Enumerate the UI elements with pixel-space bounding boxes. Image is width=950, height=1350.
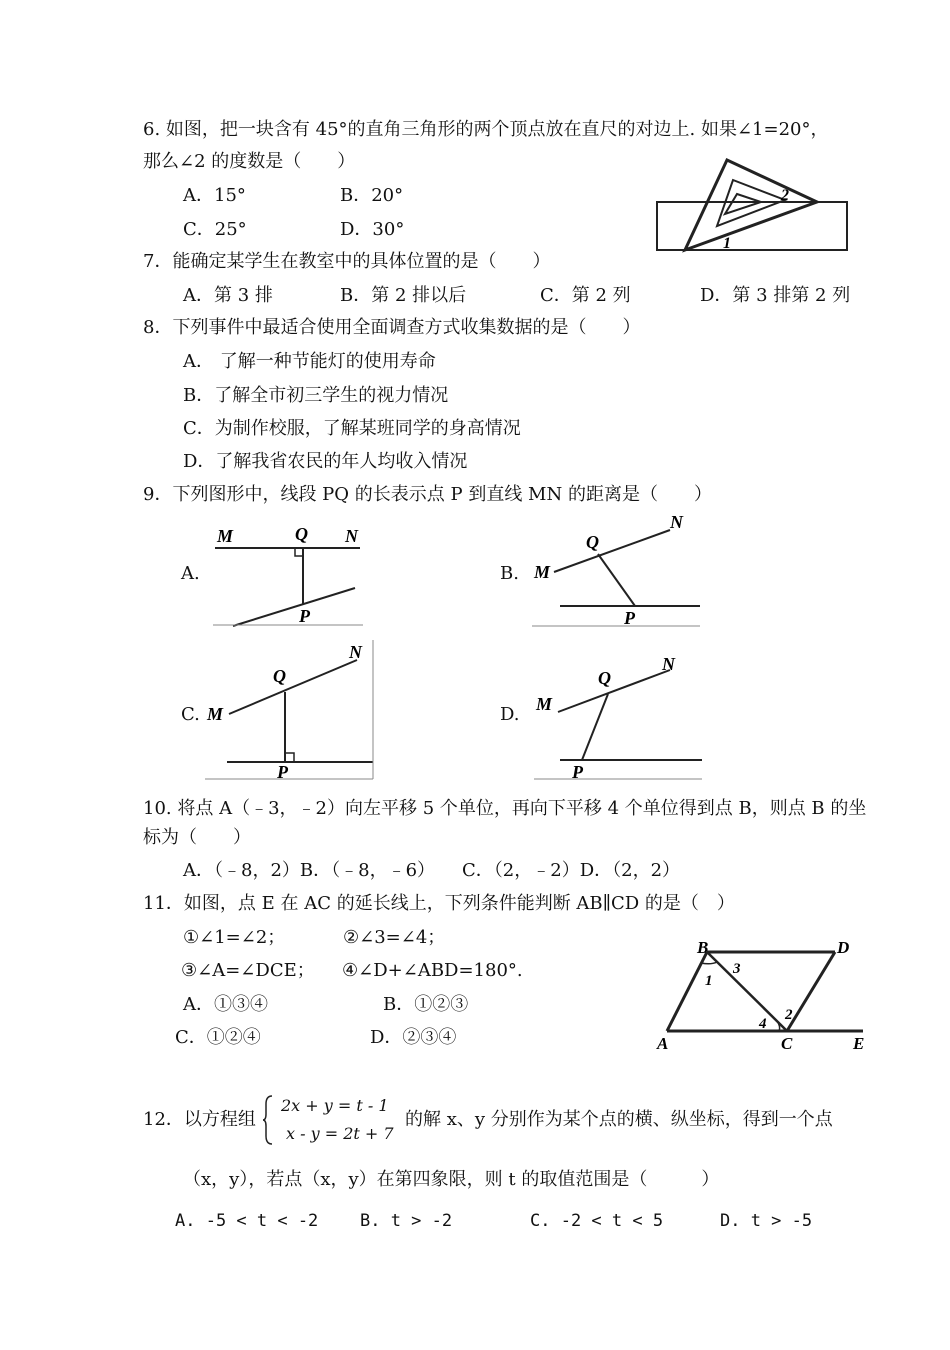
q7-option-d: D．第 3 排第 2 列 [700, 285, 851, 306]
q11-condition-1: ①∠1=∠2； [183, 927, 286, 948]
q11-option-b: B．①②③ [383, 994, 469, 1015]
q8-option-c: C．为制作校服，了解某班同学的身高情况 [183, 418, 521, 439]
q7-option-c: C．第 2 列 [540, 285, 631, 306]
q10-stem-line2: 标为（ ） [143, 827, 251, 848]
q9a-label-p: P [299, 606, 310, 626]
q12-system-brace [262, 1094, 274, 1146]
q12-equation-2: x - y = 2t + 7 [286, 1124, 394, 1143]
q12-equation-1: 2x + y = t - 1 [281, 1096, 389, 1115]
q12-option-d: D. t > -5 [720, 1211, 813, 1231]
q6-option-c: C．25° [183, 219, 247, 240]
q11-angle1-label: 1 [705, 973, 713, 989]
q6-stem-line2: 那么∠2 的度数是（ ） [143, 151, 356, 172]
q11-parallelogram-figure [655, 935, 870, 1055]
q12-stem-prefix: 12．以方程组 [143, 1109, 256, 1130]
q11-label-e: E [853, 1034, 865, 1053]
q10-stem-line1: 10. 将点 A（﹣3，﹣2）向左平移 5 个单位，再向下平移 4 个单位得到点 B，则点 B 的坐 [143, 798, 867, 819]
q8-stem: 8．下列事件中最适合使用全面调查方式收集数据的是（ ） [143, 317, 641, 338]
q9-figure-a [205, 518, 367, 628]
q11-label-d: D [837, 938, 850, 957]
q11-option-c: C．①②④ [175, 1027, 261, 1048]
q9-option-a-label: A. [181, 563, 200, 584]
q9-option-d-label: D. [500, 704, 520, 725]
q12-option-b: B. t > -2 [360, 1211, 453, 1231]
q9d-label-p: P [572, 762, 583, 782]
q12-stem-line2: （x，y），若点（x，y）在第四象限，则 t 的取值范围是（ ） [183, 1169, 720, 1190]
q9-figure-c [205, 640, 377, 782]
q9-figure-d [530, 648, 705, 782]
q11-angle4-label: 4 [759, 1016, 767, 1032]
q9c-label-p: P [277, 762, 288, 782]
q11-angle2-label: 2 [785, 1007, 793, 1023]
q9a-label-m: M [217, 526, 234, 546]
q10-options: A．（﹣8，2）B．（﹣8，﹣6） C．（2，﹣2）D．（2，2） [183, 860, 681, 881]
q11-label-c: C [781, 1034, 793, 1053]
q11-option-d: D．②③④ [370, 1027, 457, 1048]
q12-stem-suffix: 的解 x、y 分别作为某个点的横、纵坐标，得到一个点 [405, 1109, 833, 1130]
q7-option-b: B．第 2 排以后 [340, 285, 467, 306]
q9b-label-q: Q [586, 532, 599, 552]
q7-stem: 7．能确定某学生在教室中的具体位置的是（ ） [143, 251, 551, 272]
q6-angle1-label: 1 [723, 235, 731, 252]
q9-stem: 9．下列图形中，线段 PQ 的长表示点 P 到直线 MN 的距离是（ ） [143, 484, 712, 505]
q9a-label-q: Q [295, 524, 308, 544]
q8-option-a: A． 了解一种节能灯的使用寿命 [183, 351, 436, 372]
q9-option-c-label: C. [181, 704, 200, 725]
q11-angle3-label: 3 [733, 961, 741, 977]
q11-stem: 11．如图，点 E 在 AC 的延长线上，下列条件能判断 AB∥CD 的是（ ） [143, 893, 735, 914]
q6-ruler-triangle-figure [655, 158, 855, 254]
q6-angle2-label: 2 [781, 187, 789, 204]
q11-condition-4: ④∠D+∠ABD=180°. [342, 960, 523, 981]
q6-option-d: D．30° [340, 219, 405, 240]
q9b-label-n: N [670, 512, 683, 532]
q9-option-b-label: B. [500, 563, 519, 584]
q11-condition-2: ②∠3=∠4； [343, 927, 446, 948]
q9a-label-n: N [345, 526, 358, 546]
q9d-label-q: Q [598, 668, 611, 688]
q11-condition-3: ③∠A=∠DCE； [181, 960, 315, 981]
q8-option-b: B．了解全市初三学生的视力情况 [183, 385, 449, 406]
q9b-label-p: P [624, 608, 635, 628]
q12-option-a: A. -5 < t < -2 [175, 1211, 319, 1231]
q6-option-b: B．20° [340, 185, 404, 206]
q9c-label-n: N [349, 642, 362, 662]
q9c-label-m: M [207, 704, 224, 724]
q9-figure-b [530, 512, 702, 630]
q11-option-a: A．①③④ [183, 994, 268, 1015]
q12-option-c: C. -2 < t < 5 [530, 1211, 664, 1231]
q9d-label-m: M [536, 694, 553, 714]
q11-label-b: B [697, 938, 709, 957]
q11-label-a: A [657, 1034, 669, 1053]
q9c-label-q: Q [273, 666, 286, 686]
q9d-label-n: N [662, 654, 675, 674]
q7-option-a: A．第 3 排 [183, 285, 273, 306]
q9b-label-m: M [534, 562, 551, 582]
q6-option-a: A．15° [183, 185, 246, 206]
q6-stem-line1: 6. 如图，把一块含有 45°的直角三角形的两个顶点放在直尺的对边上. 如果∠1=20°， [143, 119, 829, 140]
q8-option-d: D．了解我省农民的年人均收入情况 [183, 451, 468, 472]
